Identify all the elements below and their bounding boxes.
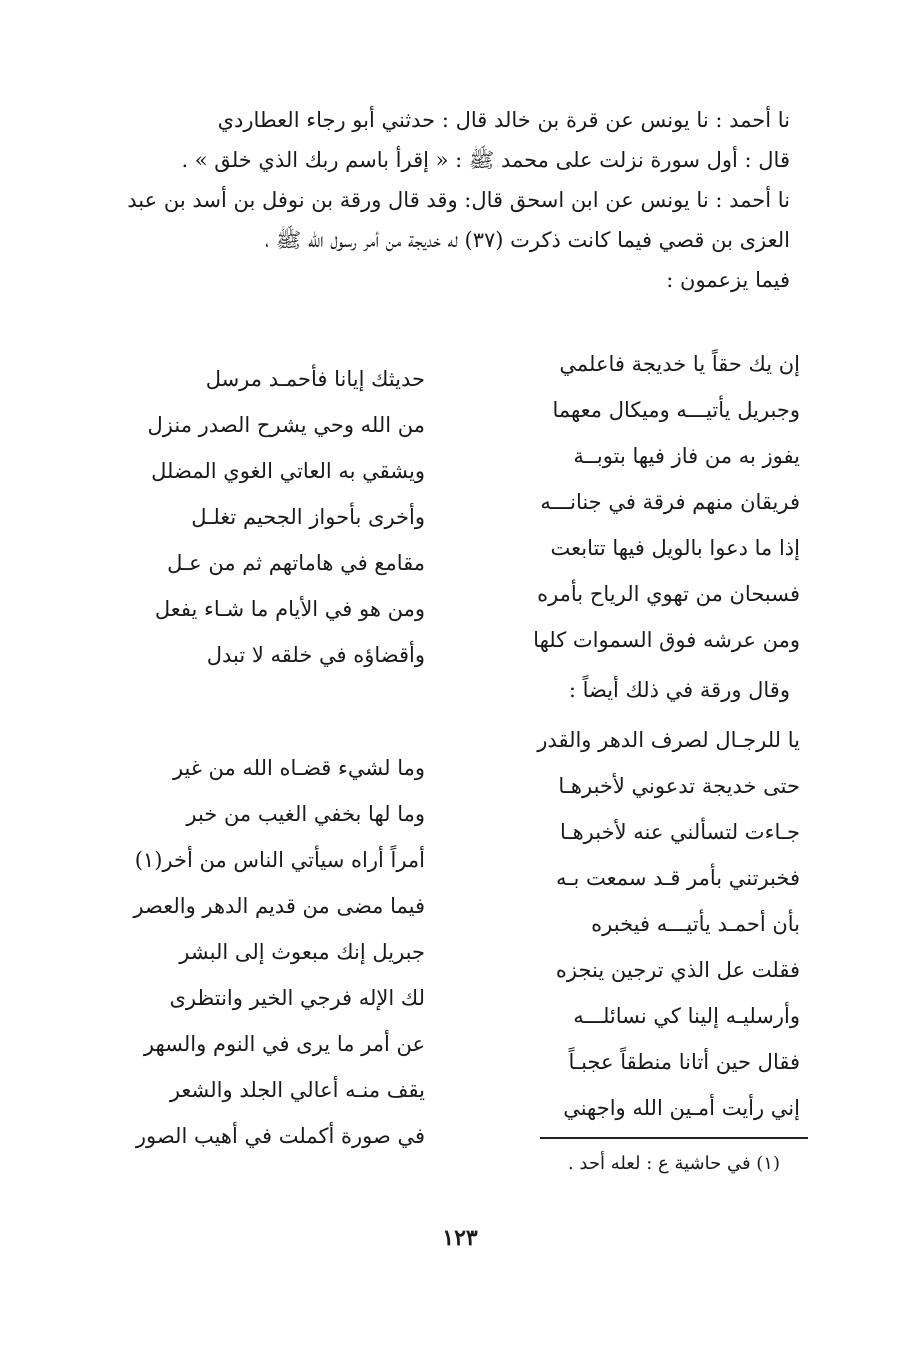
verse-hemistich: أمراً أراه سيأتي الناس من أخر(١)	[134, 848, 425, 872]
footnote-divider	[540, 1137, 808, 1139]
prose-line-3: نا أحمد : نا يونس عن ابن اسحق قال: وقد قال ورقة بن نوفل بن أسد بن عبد	[127, 188, 790, 212]
poem1-left-column	[105, 363, 425, 683]
verse-hemistich: عن أمر ما يرى في النوم والسهر	[143, 1032, 425, 1056]
page-number: ١٢٣	[442, 1225, 478, 1251]
verse-hemistich: فريقان منهم فرقة في جنانـــه	[540, 490, 800, 514]
poem2-intro: وقال ورقة في ذلك أيضاً :	[568, 678, 790, 702]
verse-hemistich: وأخرى بأحواز الجحيم تغلـل	[191, 505, 425, 529]
prose-intro	[100, 100, 790, 300]
verse-hemistich: وما لها بخفي الغيب من خبر	[186, 802, 425, 826]
verse-hemistich: من الله وحي يشرح الصدر منزل	[147, 413, 425, 437]
verse-hemistich: وجبريل يأتيـــه وميكال معهما	[552, 398, 800, 422]
verse-hemistich: وأرسليـه إلينا كي نسائلـــه	[573, 1004, 800, 1028]
poem1-right-column	[470, 348, 800, 668]
verse-hemistich: فخبرتني بأمر قـد سمعت بـه	[556, 866, 800, 890]
verse-hemistich: ومن هو في الأيام ما شـاء يفعل	[154, 597, 425, 621]
poem2-left-column	[105, 752, 425, 1152]
verse-hemistich: حتى خديجة تدعوني لأخبرهـا	[558, 774, 800, 798]
prose-line-1: نا أحمد : نا يونس عن قرة بن خالد قال : حدثني أبو رجاء العطاردي	[217, 108, 790, 132]
verse-hemistich: مقامع في هاماتهم ثم من عـل	[167, 551, 425, 575]
verse-hemistich: جبريل إنك مبعوث إلى البشر	[179, 940, 425, 964]
verse-hemistich: إن يك حقاً يا خديجة فاعلمي	[559, 352, 800, 376]
verse-hemistich: في صورة أكملت في أهيب الصور	[135, 1124, 425, 1148]
verse-hemistich: وأقضاؤه في خلقه لا تبدل	[206, 643, 425, 667]
verse-hemistich: حديثك إيانا فأحمـد مرسل	[205, 367, 425, 391]
poem2-right-column	[470, 724, 800, 1124]
verse-hemistich: إني رأيت أمـين الله واجهني	[563, 1096, 800, 1120]
verse-hemistich: فقلت عل الذي ترجين ينجزه	[555, 958, 800, 982]
verse-hemistich: ومن عرشه فوق السموات كلها	[533, 628, 800, 652]
verse-hemistich: لك الإله فرجي الخير وانتظرى	[169, 986, 425, 1010]
footnote: (١) في حاشية ع : لعله أحد .	[567, 1153, 780, 1174]
verse-hemistich: يقف منـه أعالي الجلد والشعر	[169, 1078, 425, 1102]
verse-hemistich: وما لشيء قضـاه الله من غير	[172, 756, 425, 780]
verse-hemistich: يفوز به من فاز فيها بتوبــة	[573, 444, 800, 468]
verse-hemistich: جـاءت لتسألني عنه لأخبرهـا	[560, 820, 800, 844]
verse-hemistich: إذا ما دعوا بالويل فيها تتابعت	[550, 536, 800, 560]
verse-hemistich: فقال حين أتانا منطقاً عجبـاً	[568, 1050, 800, 1074]
prose-line-4: العزى بن قصي فيما كانت ذكرت (٣٧) له خديجة من أمر رسول الله ﷺ ،	[265, 228, 790, 252]
verse-hemistich: يا للرجـال لصرف الدهر والقدر	[537, 728, 800, 752]
prose-line-5: فيما يزعمون :	[666, 268, 790, 292]
verse-hemistich: بأن أحمـد يأتيـــه فيخبره	[591, 912, 800, 936]
verse-hemistich: ويشقي به العاتي الغوي المضلل	[151, 459, 425, 483]
prose-line-2: قال : أول سورة نزلت على محمد ﷺ : « إقرأ باسم ربك الذي خلق » .	[181, 148, 790, 172]
verse-hemistich: فيما مضى من قديم الدهر والعصر	[133, 894, 425, 918]
verse-hemistich: فسبحان من تهوي الرياح بأمره	[537, 582, 800, 606]
